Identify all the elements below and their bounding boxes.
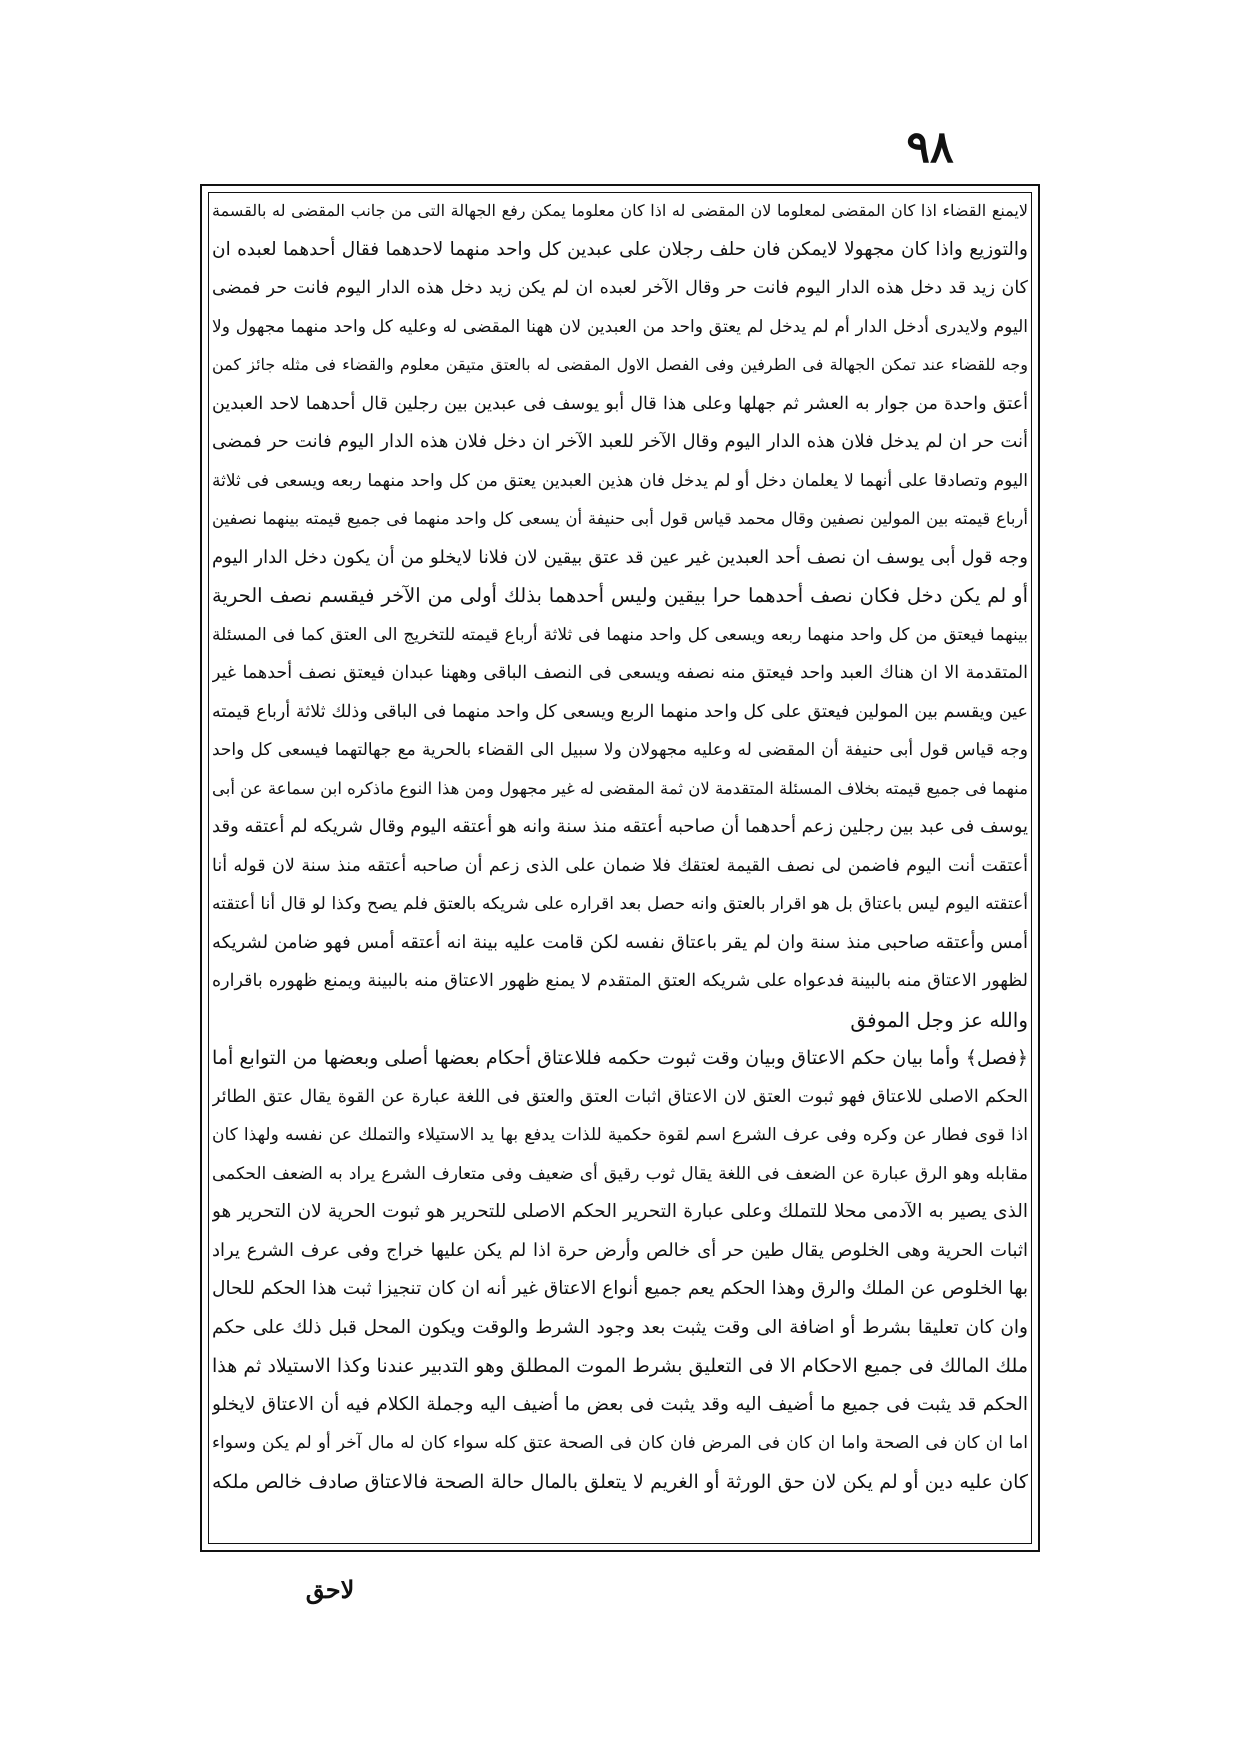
text-line: اثبات الحرية وهى الخلوص يقال طين حر أى خالص وأرض حرة اذا لم يكن عليها خراج وفى عرف الشرع يراد	[212, 1239, 1028, 1261]
text-line: وجه قول أبى يوسف ان نصف أحد العبدين غير عين قد عتق بيقين لان فلانا لايخلو من أن يكون دخل الدار اليوم	[212, 546, 1028, 568]
text-line: أمس وأعتقه صاحبى منذ سنة وان لم يقر باعتاق نفسه لكن قامت عليه بينة انه أعتقه أمس فهو ضامن لشريكه	[212, 931, 1028, 953]
text-line: الذى يصير به الآدمى محلا للتملك وعلى عبارة التحرير الحكم الاصلى للتحرير هو ثبوت الحرية لان التحرير هو	[212, 1201, 1028, 1222]
text-line: بها الخلوص عن الملك والرق وهذا الحكم يعم جميع أنواع الاعتاق غير أنه ان كان تنجيزا ثبت هذا الحكم للحال	[212, 1278, 1028, 1299]
text-line: كان عليه دين أو لم يكن لان حق الورثة أو الغريم لا يتعلق بالمال حالة الصحة فالاعتاق صادف خالص ملكه	[212, 1470, 1028, 1493]
text-line: أنت حر ان لم يدخل فلان هذه الدار اليوم وقال الآخر للعبد الآخر ان دخل فلان هذه الدار اليوم فانت حر فمضى	[212, 431, 1028, 452]
text-line: اليوم وتصادقا على أنهما لا يعلمان دخل أو لم يدخل فان هذين العبدين يعتق من كل واحد منهما ربعه ويسعى فى ثلاثة	[212, 470, 1028, 491]
text-line: المتقدمة الا ان هناك العبد واحد فيعتق منه نصفه ويسعى فى النصف الباقى وههنا عبدان فيعتق نصف أحدهما غير	[212, 663, 1028, 683]
text-line: أعتقته اليوم ليس باعتاق بل هو اقرار بالعتق وانه حصل بعد اقراره على شريكه بالعتق فلم يصح وكذا لو قال أنا أعتقته	[212, 894, 1028, 914]
text-line: اليوم ولايدرى أدخل الدار أم لم يدخل لم يعتق واحد من العبدين لان ههنا المقضى له وعليه كل واحد منهما مجهول ولا	[212, 316, 1028, 337]
text-line: أعتق واحدة من جوار به العشر ثم جهلها وعلى هذا قال أبو يوسف فى عبدين بين رجلين قال أحدهما لاحد العبدين	[212, 393, 1028, 414]
text-line: وان كان تعليقا بشرط أو اضافة الى وقت يثبت بعد وجود الشرط والوقت ويكون المحل قبل ذلك على حكم	[212, 1316, 1028, 1338]
text-line: أرباع قيمته بين المولين نصفين وقال محمد قياس قول أبى حنيفة أن يسعى كل واحد منهما فى جميع قيمته بينهما نصفين	[212, 509, 1028, 528]
text-line: وجه للقضاء عند تمكن الجهالة فى الطرفين وفى الفصل الاول المقضى له بالعتق متيقن معلوم والقضاء فى مثله جائز كمن	[212, 355, 1028, 374]
text-line: والله عز وجل الموفق	[850, 1007, 1028, 1032]
text-line: اما ان كان فى الصحة واما ان كان فى المرض فان كان فى الصحة عتق كله سواء كان له مال آخر أو لم يكن وسواء	[212, 1433, 1028, 1453]
text-line: الحكم قد يثبت فى جميع ما أضيف اليه وقد يثبت فى بعض ما أضيف اليه وجملة الكلام فيه أن الاعتاق لايخلو	[212, 1393, 1028, 1415]
text-line: لايمنع القضاء اذا كان المقضى لمعلوما لان المقضى له اذا كان معلوما يمكن رفع الجهالة التى من جانب المقضى له بالقسمة	[212, 201, 1028, 220]
text-line: مقابله وهو الرق عبارة عن الضعف فى اللغة يقال ثوب رقيق أى ضعيف وفى متعارف الشرع يراد به الضعف الحكمى	[212, 1163, 1028, 1184]
text-line: ﴿فصل﴾ وأما بيان حكم الاعتاق وبيان وقت ثبوت حكمه فللاعتاق أحكام بعضها أصلى وبعضها من التوابع أما	[212, 1047, 1028, 1069]
text-line: يوسف فى عبد بين رجلين زعم أحدهما أن صاحبه أعتقه منذ سنة وانه هو أعتقه اليوم وقال شريكه لم أعتقه وقد	[212, 816, 1028, 837]
text-line: والتوزيع واذا كان مجهولا لايمكن فان حلف رجلان على عبدين كل واحد منهما لاحدهما فقال أحدهما لعبده ان	[212, 238, 1028, 260]
text-line: عين ويقسم بين المولين فيعتق على كل واحد منهما الربع ويسعى كل واحد منهما فى الباقى وذلك ثلاثة أرباع قيمته	[212, 701, 1028, 722]
text-frame	[200, 184, 1040, 1552]
catchword: لاحق	[305, 1575, 355, 1604]
text-line: منهما فى جميع قيمته بخلاف المسئلة المتقدمة لان ثمة المقضى له غير مجهول ومن هذا النوع ماذكره ابن سماعة عن أبى	[212, 778, 1028, 798]
text-line: لظهور الاعتاق منه بالبينة فدعواه على شريكه العتق المتقدم لا يمنع ظهور الاعتاق منه بالبينة ويمنع ظهوره باقراره	[212, 971, 1028, 991]
page-number: ٩٨	[906, 122, 954, 173]
body-text	[212, 192, 1028, 1501]
text-line: وجه قياس قول أبى حنيفة أن المقضى له وعليه مجهولان ولا سبيل الى القضاء بالحرية مع جهالتهما فيسعى كل واحد	[212, 740, 1028, 760]
text-line: ملك المالك فى جميع الاحكام الا فى التعليق بشرط الموت المطلق وهو التدبير عندنا وكذا الاستيلاد ثم هذا	[212, 1355, 1028, 1377]
text-line: بينهما فيعتق من كل واحد منهما ربعه ويسعى كل واحد منهما فى ثلاثة أرباع قيمته للتخريج الى العتق كما فى المسئلة	[212, 624, 1028, 645]
text-line: أعتقت أنت اليوم فاضمن لى نصف القيمة لعتقك فلا ضمان على الذى زعم أن صاحبه أعتقه منذ سنة لان قوله أنا	[212, 855, 1028, 876]
text-line: الحكم الاصلى للاعتاق فهو ثبوت العتق لان الاعتاق اثبات العتق والعتق فى اللغة عبارة عن القوة يقال عتق الطائر	[212, 1086, 1028, 1107]
text-line: اذا قوى فطار عن وكره وفى عرف الشرع اسم لقوة حكمية للذات يدفع بها يد الاستيلاء والتملك عن نفسه ولهذا كان	[212, 1125, 1028, 1145]
text-line: أو لم يكن دخل فكان نصف أحدهما حرا بيقين وليس أحدهما بذلك أولى من الآخر فيقسم نصف الحرية	[212, 584, 1028, 607]
text-line: كان زيد قد دخل هذه الدار اليوم فانت حر وقال الآخر لعبده ان لم يكن زيد دخل هذه الدار اليوم فانت حر فمضى	[212, 278, 1028, 298]
